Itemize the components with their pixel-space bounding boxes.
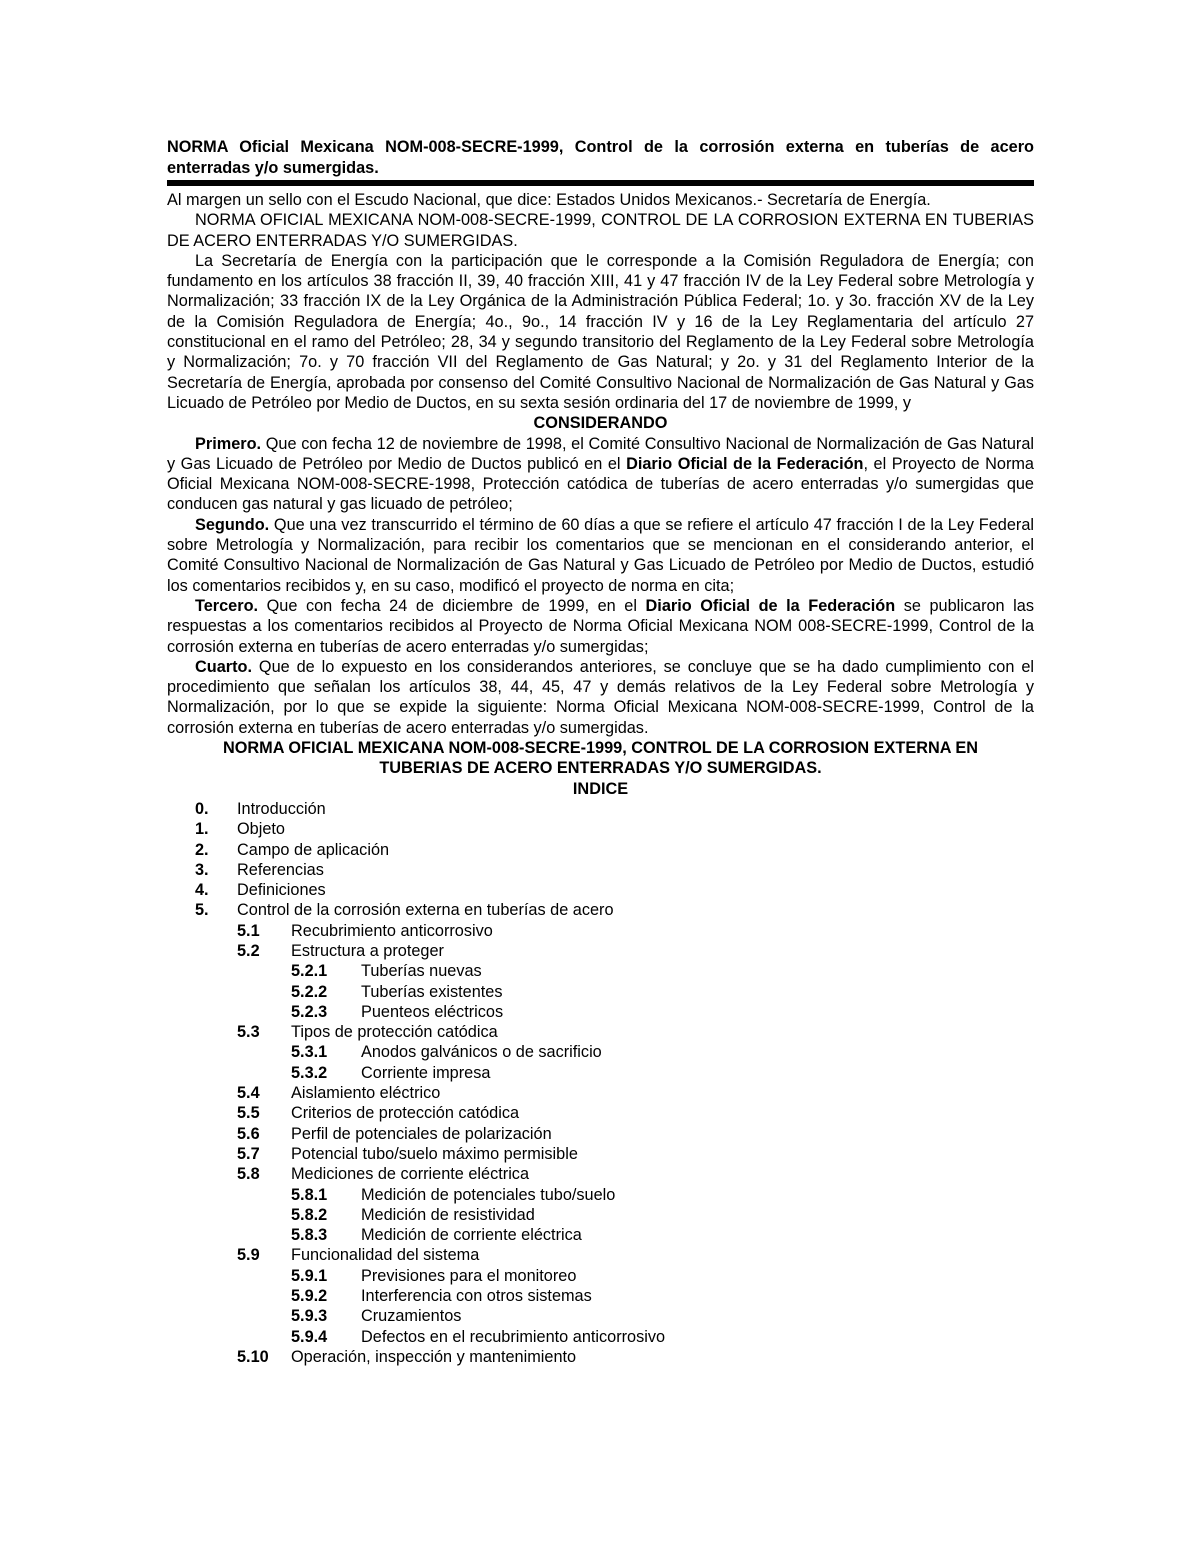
- toc-item: [167, 1002, 1034, 1022]
- toc-item: [167, 1225, 1034, 1245]
- considerando-segundo: [167, 515, 1034, 596]
- document-title: NORMA Oficial Mexicana NOM-008-SECRE-1999, Control de la corrosión externa en tuberías de acero enterradas y/o sumergidas.: [167, 138, 1034, 177]
- toc-label: Mediciones de corriente eléctrica: [291, 1165, 530, 1184]
- toc-label: Perfil de potenciales de polarización: [291, 1124, 552, 1143]
- toc-number: 5.2: [237, 941, 260, 960]
- primero-text-2: , el Proyecto de Norma Oficial Mexicana NOM-008-SECRE-1998, Protección catódica de tuberías de acero enterradas y/o sumergidas que conducen gas natural y gas licuado de petróleo;: [167, 454, 1034, 514]
- toc-item: [167, 982, 1034, 1002]
- toc-item: [167, 1306, 1034, 1326]
- toc-number: 5.9.1: [291, 1266, 328, 1285]
- toc-number: 5.7: [237, 1144, 260, 1163]
- toc-item: [167, 1245, 1034, 1265]
- toc-label: Tuberías nuevas: [361, 962, 482, 981]
- toc-item: [167, 1286, 1034, 1306]
- margin-note: Al margen un sello con el Escudo Nacional, que dice: Estados Unidos Mexicanos.- Secretaría de Energía.: [167, 191, 931, 209]
- toc-item: [167, 1205, 1034, 1225]
- toc-label: Recubrimiento anticorrosivo: [291, 921, 493, 940]
- toc-number: 5.: [195, 901, 209, 920]
- caps-title: NORMA OFICIAL MEXICANA NOM-008-SECRE-1999, CONTROL DE LA CORROSION EXTERNA EN TUBERIAS DE ACERO ENTERRADAS Y/O SUMERGIDAS.: [167, 211, 1034, 250]
- toc-label: Cruzamientos: [361, 1307, 462, 1326]
- toc-number: 5.2.1: [291, 962, 328, 981]
- toc-label: Puenteos eléctricos: [361, 1002, 504, 1021]
- toc-label: Medición de potenciales tubo/suelo: [361, 1185, 616, 1204]
- toc-number: 5.9: [237, 1246, 260, 1265]
- toc-item: [167, 1185, 1034, 1205]
- toc-label: Tipos de protección catódica: [291, 1023, 498, 1042]
- tercero-text-2: se publicaron las respuestas a los comentarios recibidos al Proyecto de Norma Oficial Mexicana NOM 008-SECRE-1999, Control de la corrosión externa en tuberías de acero enterradas y/o sumergidas;: [167, 596, 1034, 656]
- toc-number: 5.8: [237, 1165, 260, 1184]
- toc-number: 5.2.3: [291, 1002, 328, 1021]
- primero-dof: Diario Oficial de la Federación: [626, 454, 864, 473]
- document-page: [167, 137, 1034, 1367]
- toc-item: [167, 860, 1034, 880]
- toc-number: 5.4: [237, 1084, 260, 1103]
- toc-label: Referencias: [237, 860, 324, 879]
- toc-number: 5.5: [237, 1104, 260, 1123]
- considerando-cuarto: [167, 657, 1034, 738]
- toc-item: [167, 799, 1034, 819]
- toc-item: [167, 1063, 1034, 1083]
- toc-number: 5.9.4: [291, 1327, 328, 1346]
- toc-item: [167, 1103, 1034, 1123]
- toc-item: [167, 1042, 1034, 1062]
- toc-number: 3.: [195, 860, 209, 879]
- indice-heading: INDICE: [572, 779, 629, 798]
- toc-number: 5.1: [237, 921, 260, 940]
- toc-label: Previsiones para el monitoreo: [361, 1266, 577, 1285]
- tercero-label: Tercero.: [195, 596, 259, 615]
- toc-item: [167, 880, 1034, 900]
- considerando-heading: CONSIDERANDO: [533, 414, 668, 433]
- primero-text-1: Que con fecha 12 de noviembre de 1998, el Comité Consultivo Nacional de Normalización de Gas Natural y Gas Licuado de Petróleo por Medio de Ductos publicó en el: [167, 434, 1034, 473]
- toc-number: 5.8.1: [291, 1185, 328, 1204]
- title-divider: [167, 180, 1034, 186]
- considerando-primero: [167, 434, 1034, 515]
- toc-number: 5.8.2: [291, 1205, 328, 1224]
- toc-item: [167, 1266, 1034, 1286]
- toc-number: 5.8.3: [291, 1226, 328, 1245]
- toc-item: [167, 900, 1034, 920]
- toc-item: [167, 961, 1034, 981]
- toc-label: Control de la corrosión externa en tuberías de acero: [237, 901, 614, 920]
- cuarto-label: Cuarto.: [195, 657, 252, 676]
- toc-number: 0.: [195, 799, 209, 818]
- segundo-label: Segundo.: [195, 515, 270, 534]
- toc-item: [167, 819, 1034, 839]
- toc-label: Definiciones: [237, 881, 326, 900]
- toc-label: Aislamiento eléctrico: [291, 1084, 441, 1103]
- toc-label: Campo de aplicación: [237, 840, 390, 859]
- toc-label: Potencial tubo/suelo máximo permisible: [291, 1144, 578, 1163]
- toc-number: 4.: [195, 881, 209, 900]
- toc-number: 5.9.3: [291, 1307, 328, 1326]
- norma-heading: NORMA OFICIAL MEXICANA NOM-008-SECRE-1999, CONTROL DE LA CORROSION EXTERNA EN TUBERIAS DE ACERO ENTERRADAS Y/O SUMERGIDAS.: [222, 739, 979, 778]
- toc-label: Medición de resistividad: [361, 1205, 535, 1224]
- toc-number: 5.2.2: [291, 982, 328, 1001]
- toc-item: [167, 1083, 1034, 1103]
- toc-label: Introducción: [237, 799, 326, 818]
- toc-label: Criterios de protección catódica: [291, 1104, 520, 1123]
- toc-item: [167, 1124, 1034, 1144]
- toc-number: 5.3.2: [291, 1063, 328, 1082]
- toc-item: [167, 921, 1034, 941]
- segundo-text: Que una vez transcurrido el término de 60 días a que se refiere el artículo 47 fracción I de la Ley Federal sobre Metrología y Normalización, para recibir los comentarios que se mencionan en el considerando anterior, el Comité Consultivo Nacional de Normalización de Gas Natural y Gas Licuado de Petróleo por Medio de Ductos, estudió los comentarios recibidos y, en su caso, modificó el proyecto de norma en cita;: [167, 515, 1034, 595]
- toc-label: Interferencia con otros sistemas: [361, 1287, 592, 1306]
- toc-label: Defectos en el recubrimiento anticorrosivo: [361, 1327, 666, 1346]
- table-of-contents: [167, 799, 1034, 1367]
- toc-number: 1.: [195, 820, 209, 839]
- cuarto-text: Que de lo expuesto en los considerandos anteriores, se concluye que se ha dado cumplimiento con el procedimiento que señalan los artículos 38, 44, 45, 47 y demás relativos de la Ley Federal sobre Metrología y Normalización, por lo que se expide la siguiente: Norma Oficial Mexicana NOM-008-SECRE-1999, Control de la corrosión externa en tuberías de acero enterradas y/o sumergidas.: [167, 657, 1034, 737]
- considerando-tercero: [167, 596, 1034, 657]
- toc-item: [167, 1164, 1034, 1184]
- toc-label: Anodos galvánicos o de sacrificio: [361, 1043, 602, 1062]
- toc-number: 5.3: [237, 1023, 260, 1042]
- tercero-text-1: Que con fecha 24 de diciembre de 1999, en el: [258, 596, 646, 615]
- toc-label: Operación, inspección y mantenimiento: [291, 1347, 577, 1366]
- toc-number: 5.6: [237, 1124, 260, 1143]
- toc-label: Funcionalidad del sistema: [291, 1246, 480, 1265]
- toc-label: Objeto: [237, 820, 285, 839]
- toc-item: [167, 1144, 1034, 1164]
- toc-label: Tuberías existentes: [361, 982, 503, 1001]
- toc-item: [167, 1022, 1034, 1042]
- toc-number: 2.: [195, 840, 209, 859]
- toc-label: Estructura a proteger: [291, 941, 444, 960]
- toc-item: [167, 1347, 1034, 1367]
- toc-item: [167, 840, 1034, 860]
- toc-label: Corriente impresa: [361, 1063, 491, 1082]
- preamble: La Secretaría de Energía con la participación que le corresponde a la Comisión Reguladora de Energía; con fundamento en los artículos 38 fracción II, 39, 40 fracción XIII, 41 y 47 fracción IV de la Ley Federal sobre Metrología y Normalización; 33 fracción IX de la Ley Orgánica de la Administración Pública Federal; 1o. y 3o. fracción XV de la Ley de la Comisión Reguladora de Energía; 4o., 9o., 14 fracción IV y 16 de la Ley Reglamentaria del artículo 27 constitucional en el ramo del Petróleo; 28, 34 y segundo transitorio del Reglamento de la Ley Federal sobre Metrología y Normalización; 7o. y 70 fracción VII del Reglamento de Gas Natural; y 2o. y 31 del Reglamento Interior de la Secretaría de Energía, aprobada por consenso del Comité Consultivo Nacional de Normalización de Gas Natural y Gas Licuado de Petróleo por Medio de Ductos, en su sexta sesión ordinaria del 17 de noviembre de 1999, y: [167, 251, 1034, 412]
- toc-label: Medición de corriente eléctrica: [361, 1226, 582, 1245]
- toc-item: [167, 941, 1034, 961]
- toc-item: [167, 1327, 1034, 1347]
- tercero-dof: Diario Oficial de la Federación: [645, 596, 896, 615]
- toc-number: 5.9.2: [291, 1287, 328, 1306]
- toc-number: 5.10: [237, 1347, 269, 1366]
- primero-label: Primero.: [195, 434, 262, 453]
- toc-number: 5.3.1: [291, 1043, 328, 1062]
